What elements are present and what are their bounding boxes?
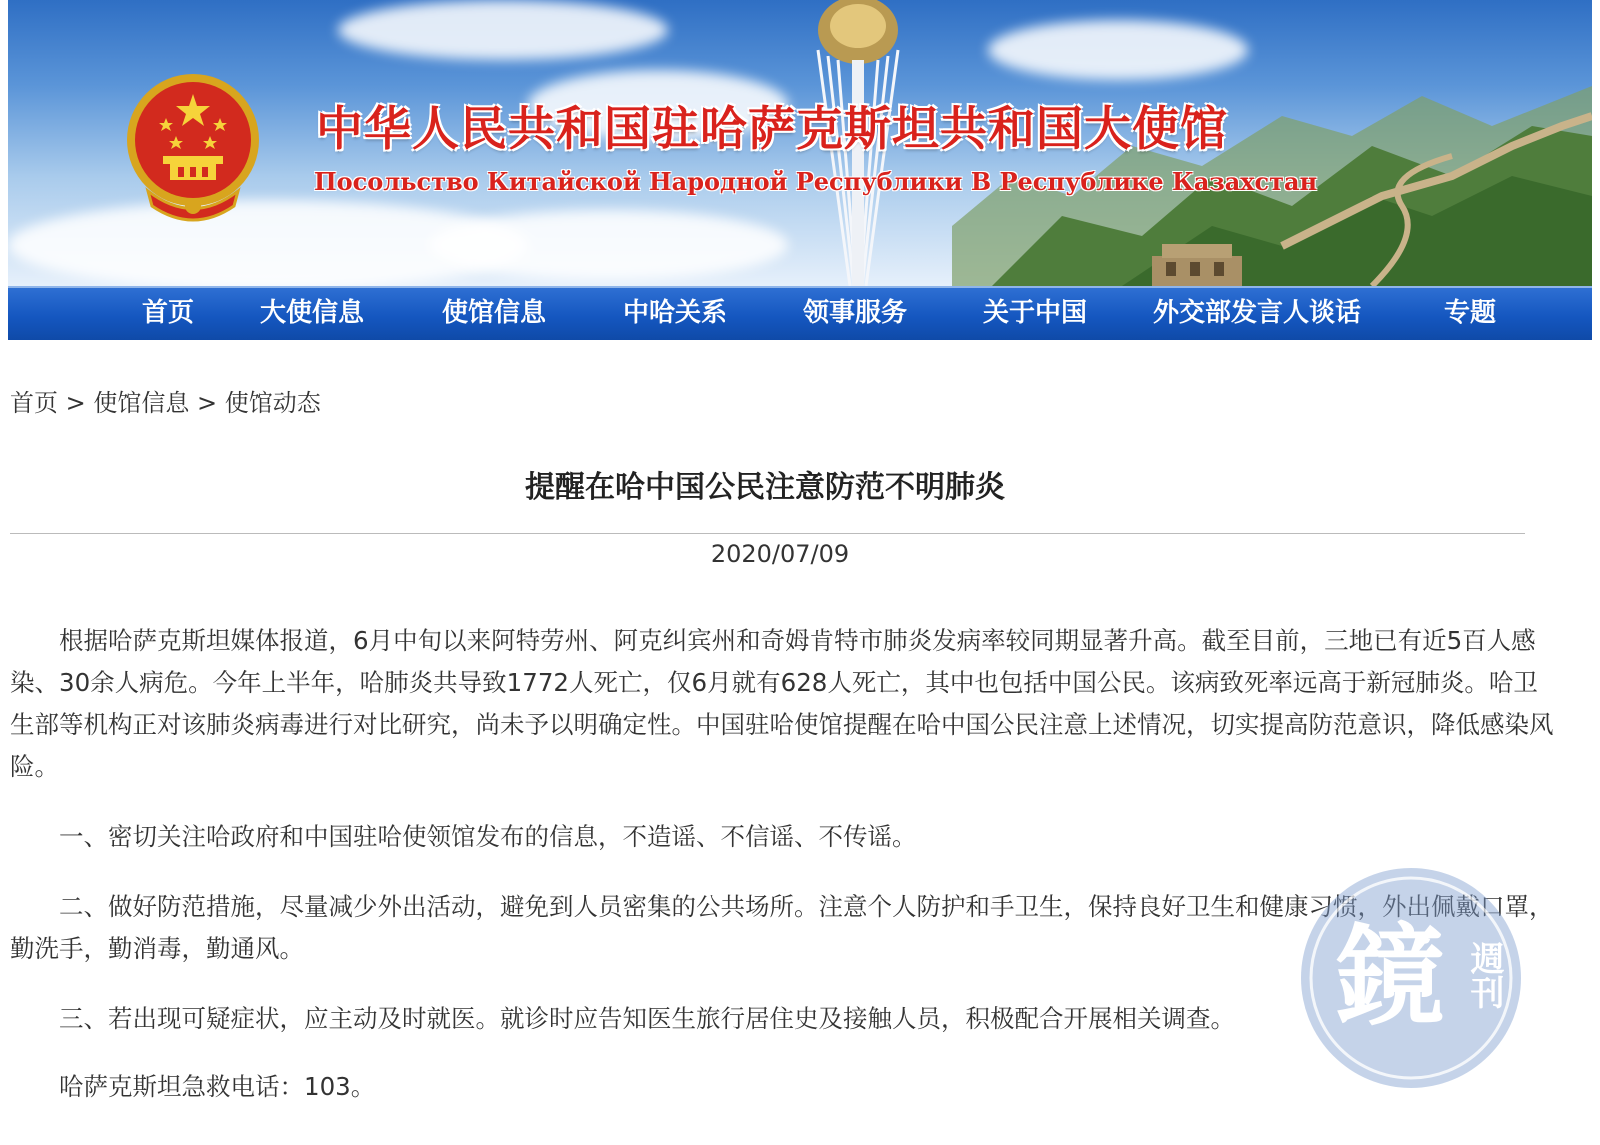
breadcrumb-home[interactable]: 首页 — [10, 389, 58, 417]
article-paragraph: 哈萨克斯坦急救电话：103。 — [59, 1072, 376, 1101]
embassy-title-chinese: 中华人民共和国驻哈萨克斯坦共和国大使馆 — [316, 102, 1228, 157]
article-paragraph: 三、若出现可疑症状，应主动及时就医。就诊时应告知医生旅行居住史及接触人员，积极配合开展相关调查。 — [59, 1004, 1235, 1033]
article-paragraph: 一、密切关注哈政府和中国驻哈使领馆发布的信息，不造谣、不信谣、不传谣。 — [59, 822, 917, 851]
watermark-side-text: 週刊 — [1464, 941, 1504, 1009]
embassy-title-russian: Посольство Китайской Народной Республики В Республике Казахстан — [314, 167, 1318, 196]
header-banner — [8, 0, 1592, 286]
nav-item-consular-services[interactable]: 领事服务 — [803, 298, 908, 328]
breadcrumb-embassy-news[interactable]: 使馆动态 — [224, 389, 321, 417]
nav-item-embassy-info[interactable]: 使馆信息 — [442, 298, 547, 328]
title-divider — [10, 533, 1525, 534]
article-date: 2020/07/09 — [710, 540, 850, 568]
main-navigation — [8, 286, 1592, 340]
cloud-decoration — [428, 210, 788, 280]
article-title: 提醒在哈中国公民注意防范不明肺炎 — [525, 470, 1005, 505]
article-paragraph: 二、做好防范措施，尽量减少外出活动，避免到人员密集的公共场所。注意个人防护和手卫生，保持良好卫生和健康习惯，外出佩戴口罩，勤洗手，勤消毒，勤通风。 — [10, 892, 1554, 963]
national-emblem-icon — [118, 66, 268, 226]
breadcrumb-separator: > — [197, 389, 218, 417]
mirror-media-watermark-icon — [1298, 865, 1524, 1091]
watermark-main-char: 鏡 — [1335, 913, 1445, 1041]
nav-item-home[interactable]: 首页 — [142, 298, 195, 328]
breadcrumb-embassy-info[interactable]: 使馆信息 — [93, 389, 190, 417]
nav-item-ambassador-info[interactable]: 大使信息 — [260, 298, 365, 328]
cloud-decoration — [338, 0, 668, 60]
breadcrumb — [10, 383, 321, 418]
nav-item-about-china[interactable]: 关于中国 — [983, 298, 1088, 328]
nav-item-special-topics[interactable]: 专题 — [1444, 298, 1497, 328]
nav-item-china-kazakhstan-relations[interactable]: 中哈关系 — [623, 298, 728, 328]
breadcrumb-separator: > — [65, 389, 86, 417]
article-paragraph: 根据哈萨克斯坦媒体报道，6月中旬以来阿特劳州、阿克纠宾州和奇姆肯特市肺炎发病率较同期显著升高。截至目前，三地已有近5百人感染、30余人病危。今年上半年，哈肺炎共导致1772人死亡，仅6月就有628人死亡，其中也包括中国公民。该病致死率远高于新冠肺炎。哈卫生部等机构正对该肺炎病毒进行对比研究，尚未予以明确定性。中国驻哈使馆提醒在哈中国公民注意上述情况，切实提高防范意识，降低感染风险。 — [10, 626, 1554, 781]
nav-item-spokesperson-remarks[interactable]: 外交部发言人谈话 — [1153, 298, 1362, 328]
